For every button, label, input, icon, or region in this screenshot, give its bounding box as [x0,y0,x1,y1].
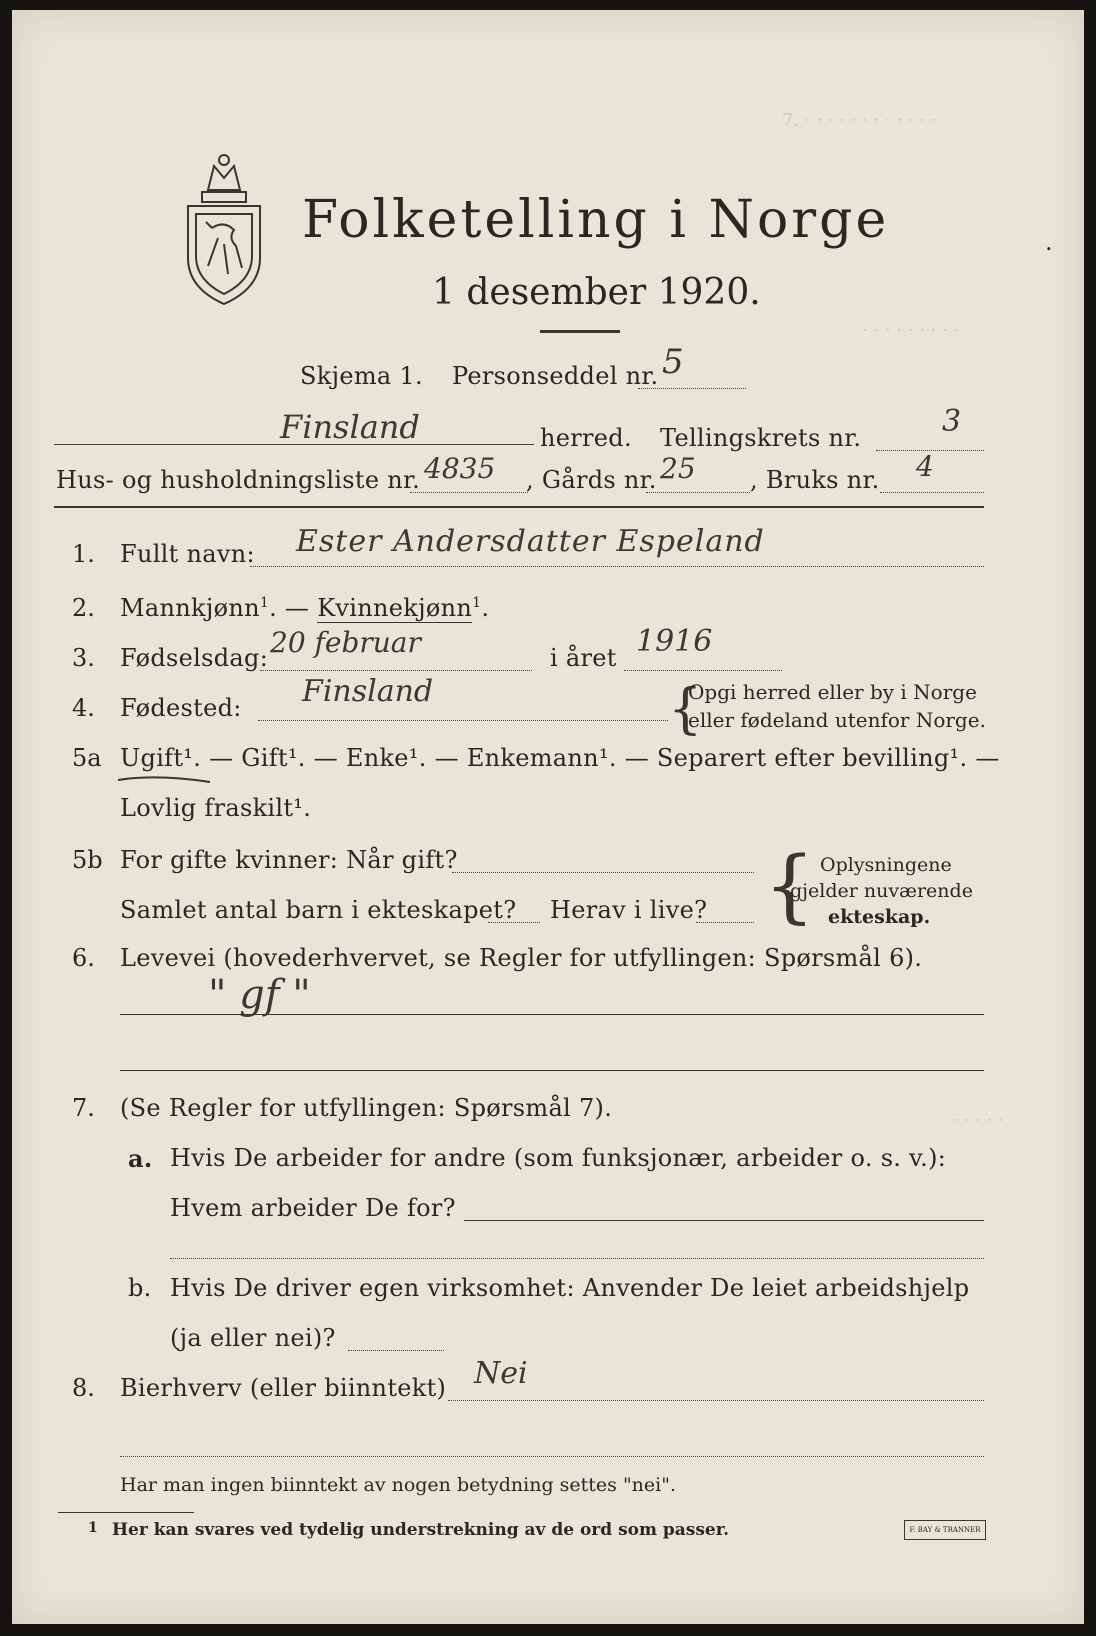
bleed-through: 7. · · · · · · · · · · · · [782,110,937,131]
year-field-line [624,670,782,671]
birthplace-value[interactable]: Finsland [302,674,434,709]
employer-field-line [464,1220,984,1221]
herred-value[interactable]: Finsland [280,408,420,446]
full-name-value[interactable]: Ester Andersdatter Espeland [296,524,765,559]
q3-field-line [260,670,532,671]
coat-of-arms-icon [178,148,270,308]
hus-label: Hus- og husholdningsliste nr. [56,466,421,494]
q3-label: Fødselsdag: [120,644,269,672]
q2-number: 2. [72,594,95,622]
title-divider [540,330,620,333]
footnote-mark: 1 [88,1520,98,1536]
q6-label: Levevei (hovederhvervet, se Regler for utfyllingen: Spørsmål 6). [120,944,923,972]
q4-field-line [258,720,668,721]
bruks-value[interactable]: 4 [916,450,934,483]
hus-field-line [410,492,528,493]
q1-number: 1. [72,540,95,568]
year-label: i året [550,644,617,672]
q5b-note-line2: gjelder nuværende [790,880,973,902]
q1-label: Fullt navn: [120,540,255,568]
q7-number: 7. [72,1094,95,1122]
edge-dot: . [1045,228,1053,256]
q3-number: 3. [72,644,95,672]
census-form-page [12,10,1084,1624]
q1-field-line [250,566,984,567]
gards-label: , Gårds nr. [526,466,657,494]
printer-stamp: F. BAY & TRANNER [904,1520,986,1540]
married-date-field-line [452,872,754,873]
occupation-line-2 [120,1070,984,1071]
q4-note-line1: Opgi herred eller by i Norge [688,680,977,704]
birth-year-value[interactable]: 1916 [636,624,713,659]
q4-number: 4. [72,694,95,722]
q5a-number: 5a [72,744,102,772]
q5b-note-line3: ekteskap. [828,906,931,928]
q5b-note-line1: Oplysningene [820,854,952,876]
skjema-label: Skjema 1. [300,362,423,390]
q8-number: 8. [72,1374,95,1402]
q5b-children-label: Samlet antal barn i ekteskapet? [120,896,517,924]
marital-status-options[interactable]: Ugift¹. — Gift¹. — Enke¹. — Enkemann¹. — Separert efter bevilling¹. — [120,744,1000,772]
form-title: Folketelling i Norge [302,190,890,250]
marital-status-line2[interactable]: Lovlig fraskilt¹. [120,794,312,822]
q7-label: (Se Regler for utfyllingen: Spørsmål 7). [120,1094,613,1122]
q7a-line2: Hvem arbeider De for? [170,1194,456,1222]
q2-end: . [481,594,490,622]
gards-value[interactable]: 25 [660,452,696,485]
footnote-ref: 1 [259,595,270,611]
mannkjonn-option[interactable]: Mannkjønn [120,594,260,622]
side-income-field-line [448,1400,984,1401]
kvinnekjonn-option[interactable]: Kvinnekjønn [317,594,473,622]
birthday-value[interactable]: 20 februar [270,626,421,659]
alive-field-line [696,922,754,923]
footnote-text: Her kan svares ved tydelig understrekning av de ord som passer. [112,1520,730,1540]
q7b-line2: (ja eller nei)? [170,1324,336,1352]
children-field-line [488,922,540,923]
q4-note-line2: eller fødeland utenfor Norge. [688,708,986,732]
q5b-alive-label: Herav i live? [550,896,708,924]
gards-field-line [646,492,750,493]
q7b-letter: b. [128,1274,152,1302]
q5b-line1: For gifte kvinner: Når gift? [120,846,458,874]
side-income-field-line-2 [120,1456,984,1457]
ugift-underline [116,772,212,786]
q4-brace: { [668,677,703,740]
tellingskrets-value[interactable]: 3 [942,404,962,439]
hus-value[interactable]: 4835 [424,452,496,485]
herred-label: herred. [540,424,632,452]
census-date: 1 desember 1920. [432,272,761,313]
footnote-ref: 1 [472,595,482,611]
side-income-value[interactable]: Nei [474,1356,528,1391]
tellingskrets-label: Tellingskrets nr. [660,424,862,452]
occupation-value[interactable]: " gf " [208,972,311,1018]
footnote-rule [58,1512,194,1513]
q4-label: Fødested: [120,694,242,722]
personseddel-label: Personseddel nr. [452,362,659,390]
bruks-label: , Bruks nr. [750,466,880,494]
bleed-through: · · · · · [952,1110,1004,1131]
header-divider [54,506,984,508]
employer-field-line-2 [170,1258,984,1259]
q6-number: 6. [72,944,95,972]
bleed-through: · · · · · · · · · [862,320,960,341]
personseddel-value[interactable]: 5 [662,342,684,382]
q7b-line1: Hvis De driver egen virksomhet: Anvender De leiet arbeidshjelp [170,1274,970,1302]
hired-help-field-line [348,1350,444,1351]
q5b-brace: { [764,839,815,932]
q2-options [120,594,489,622]
q8-label: Bierhverv (eller biinntekt) [120,1374,447,1402]
footer-note: Har man ingen biinntekt av nogen betydning settes "nei". [120,1474,677,1496]
q7a-line1: Hvis De arbeider for andre (som funksjonær, arbeider o. s. v.): [170,1144,947,1172]
q5b-number: 5b [72,846,103,874]
q2-separator: . — [269,594,310,622]
bruks-field-line [880,492,984,493]
q7a-letter: a. [128,1144,153,1173]
personseddel-field-line [638,388,746,389]
